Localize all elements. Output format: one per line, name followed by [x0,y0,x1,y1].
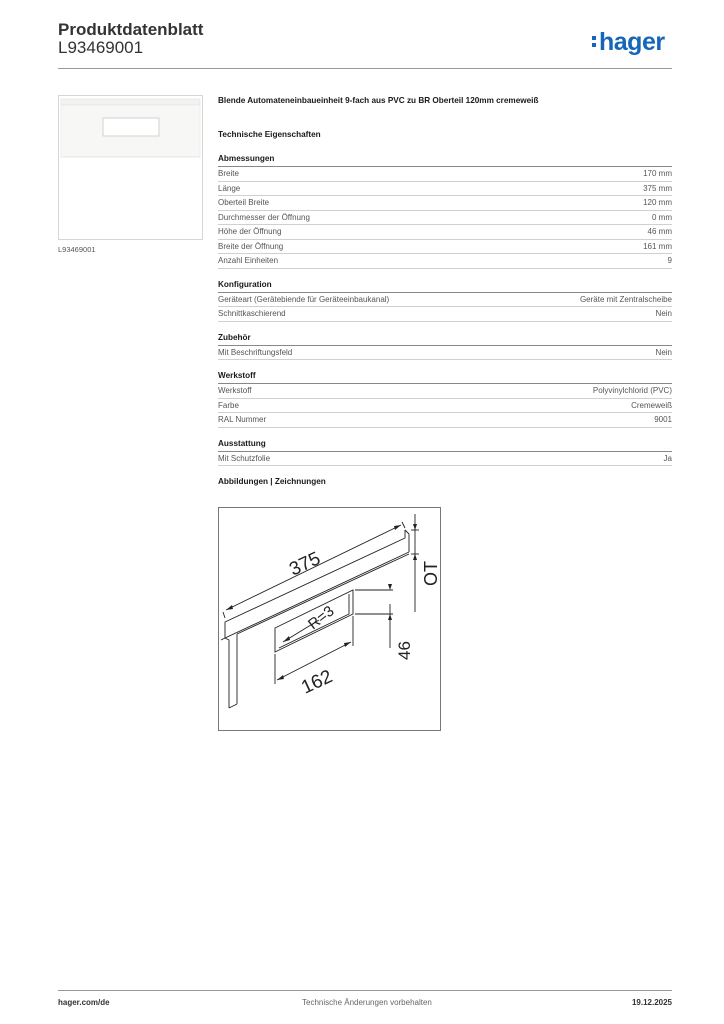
section-title: Werkstoff [218,371,672,384]
spec-row [218,413,672,428]
spec-value: 375 mm [643,183,672,193]
tech-properties-heading: Technische Eigenschaften [218,130,321,139]
dim-height-label: 46 [395,641,414,660]
footer-date: 19.12.2025 [631,998,672,1007]
spec-label: Schnittkaschierend [218,309,286,318]
spec-row [218,254,672,269]
footer-website-link[interactable]: hager.com/de [58,998,110,1007]
spec-value: 161 mm [643,241,672,251]
spec-row [218,240,672,255]
section-title: Abmessungen [218,154,672,167]
spec-value: Ja [663,453,672,463]
spec-value: 9 [667,256,672,265]
section-title: Konfiguration [218,280,672,293]
spec-label: Geräteart (Gerätebiende für Geräteeinbaukanal) [218,294,390,304]
spec-row [218,196,672,211]
spec-label: Länge [218,183,241,193]
spec-label: Anzahl Einheiten [218,256,279,265]
technical-drawing [218,507,441,731]
spec-label: Durchmesser der Öffnung [218,212,310,222]
footer-divider [58,990,672,991]
spec-row [218,399,672,414]
logo-text: hager [599,28,665,56]
spec-row [218,384,672,399]
spec-row [218,346,672,361]
spec-row [218,293,672,308]
spec-value: Nein [655,309,672,318]
section-ausstattung [218,439,672,467]
spec-row [218,307,672,322]
spec-row [218,452,672,467]
spec-label: Farbe [218,400,239,410]
section-title: Zubehör [218,333,672,346]
spec-value: 9001 [654,415,672,424]
section-abmessungen [218,154,672,269]
dim-length-label: 375 [286,548,324,581]
page-title: Produktdatenblatt [58,20,204,39]
dim-width-label: 162 [298,666,336,699]
footer-note: Technische Änderungen vorbehalten [302,998,432,1007]
section-zubehoer [218,333,672,361]
product-title: Blende Automateneinbaueinheit 9-fach aus PVC zu BR Oberteil 120mm cremeweiß [218,96,539,105]
section-title: Ausstattung [218,439,672,452]
spec-value: Polyvinylchlorid (PVC) [592,386,672,395]
product-thumbnail [58,95,203,240]
hager-logo [592,28,665,57]
spec-label: RAL Nummer [218,415,267,424]
spec-label: Höhe der Öffnung [218,227,282,236]
dim-radius-label: R=3 [304,602,338,634]
spec-label: Werkstoff [218,386,252,395]
spec-row [218,211,672,226]
thumbnail-caption: L93469001 [58,245,96,254]
section-werkstoff [218,371,672,428]
dim-ot-label: OT [421,561,440,586]
spec-label: Oberteil Breite [218,198,270,207]
spec-value: 0 mm [652,212,672,222]
spec-row [218,167,672,182]
figures-heading: Abbildungen | Zeichnungen [218,477,326,486]
spec-value: 170 mm [643,169,672,178]
technical-drawing-svg [219,508,440,730]
spec-value: Cremeweiß [631,400,672,410]
spec-row [218,225,672,240]
spec-value: 46 mm [647,227,672,236]
spec-label: Mit Beschriftungsfeld [218,347,293,357]
spec-value: Nein [655,347,672,357]
header-divider [58,68,672,69]
spec-label: Mit Schutzfolie [218,453,271,463]
spec-row [218,182,672,197]
spec-value: Geräte mit Zentralscheibe [579,294,672,304]
product-code: L93469001 [58,38,144,57]
spec-label: Breite [218,169,239,178]
product-details [218,96,672,487]
spec-value: 120 mm [643,198,672,207]
panel-preview-image [59,96,202,239]
spec-label: Breite der Öffnung [218,241,284,251]
section-konfiguration [218,280,672,322]
logo-dots-icon [592,33,596,50]
